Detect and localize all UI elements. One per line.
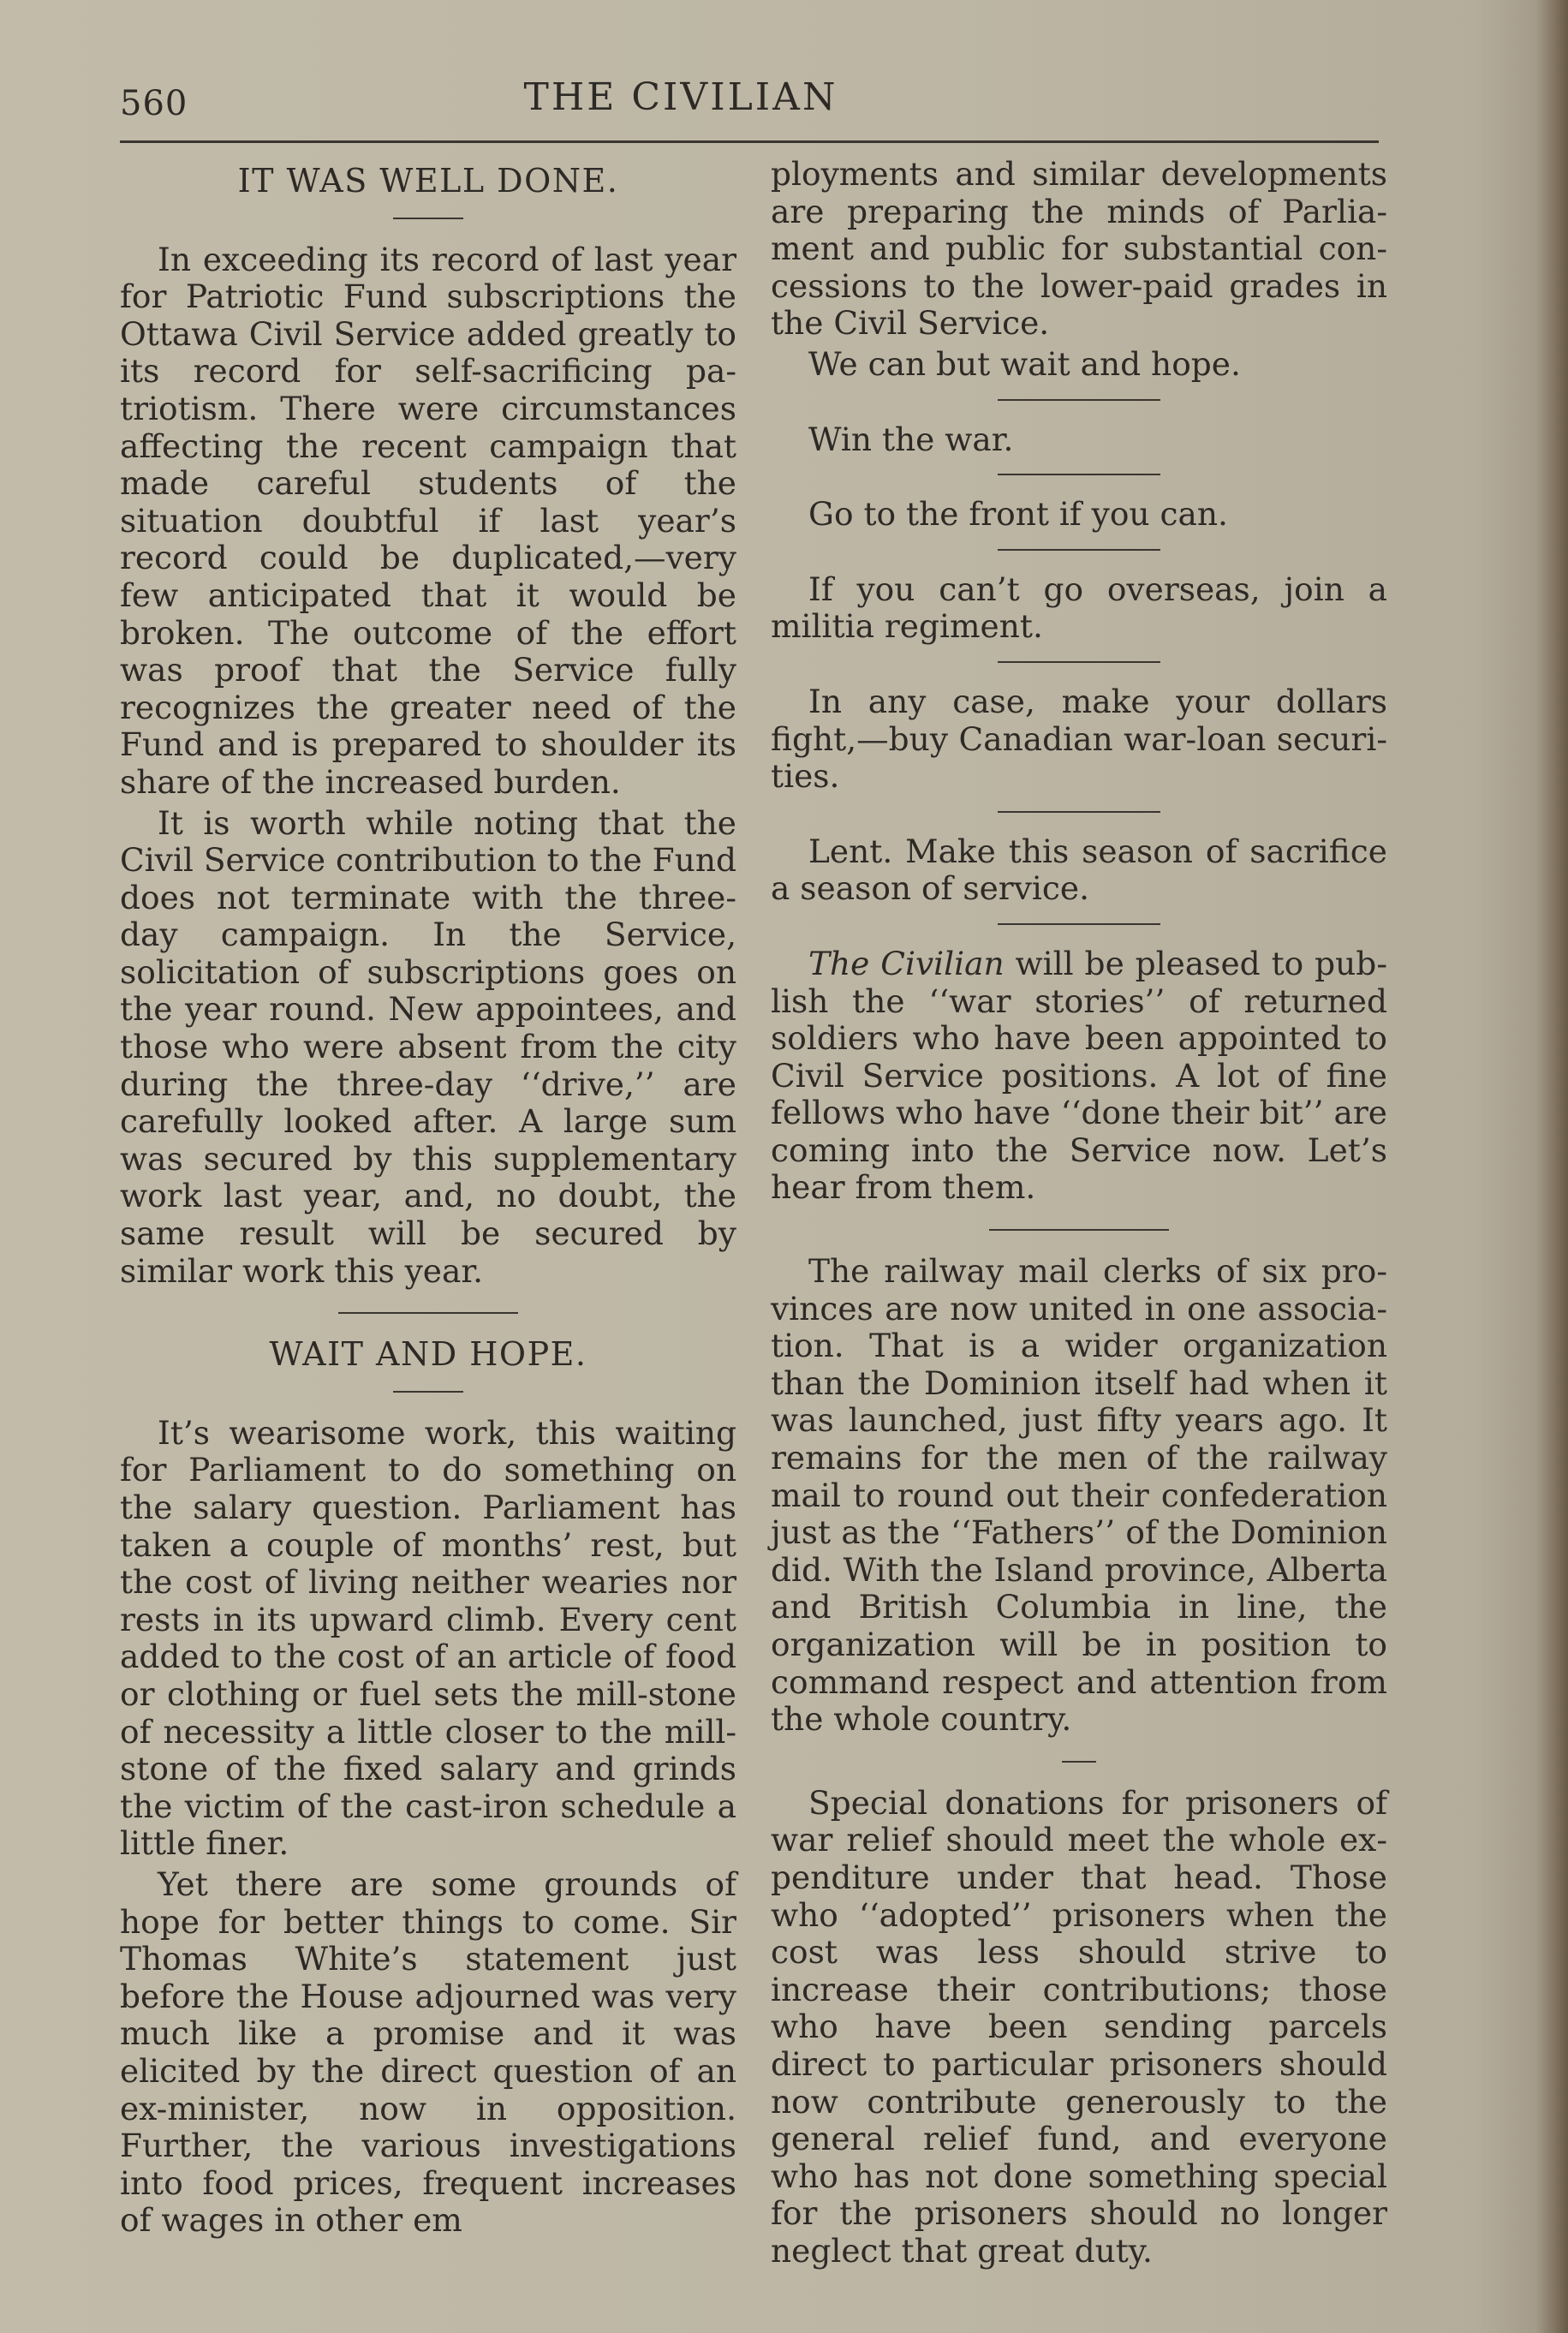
slogan: In any case, make your dollars fight,—buy Canadian war-loan securities. (771, 682, 1387, 796)
section-separator (998, 661, 1160, 663)
civilian-note-lead: The Civilian (808, 944, 1005, 982)
article-paragraph: In exceeding its record of last year for Patriotic Fund subscriptions the Ottawa Civil Service added greatly to its record for self-sacrificing patriotism. There were circumstances affecting the recent campaign that made careful students of the situation doubtful if last year’s record could be duplicated,—very few anticipated that it would be broken. The outcome of the effort was proof that the Service fully recognizes the greater need of the Fund and is prepared to shoulder its share of the increased burden. (120, 240, 736, 801)
page-binding-shadow (1535, 0, 1568, 2333)
page-header (120, 74, 1379, 134)
running-title: THE CIVILIAN (523, 75, 838, 119)
heading-rule (393, 1391, 463, 1393)
section-separator (338, 1312, 518, 1314)
slogan: Lent. Make this season of sacrifice a season of service. (771, 832, 1387, 908)
railway-note: The railway mail clerks of six provinces are now united in one association. That is a wider organization than the Dominion itself had when it was launched, just fifty years ago. It remains for the men of the railway mail to round out their confederation just as the ‘‘Fathers’’ of the Dominion did. With the Island province, Alberta and British Columbia in line, the organization will be in position to command respect and attention from the whole country. (771, 1252, 1387, 1739)
article-paragraph: It is worth while noting that the Civil Service contribution to the Fund does not terminate with the three-day campaign. In the Service, solicitation of subscriptions goes on the year round. New appointees, and those who were absent from the city during the three-day ‘‘drive,’’ are carefully looked after. A large sum was secured by this supplementary work last year, and, no doubt, the same result will be secured by similar work this year. (120, 803, 736, 1290)
heading-rule (393, 218, 463, 219)
section-separator (998, 811, 1160, 813)
section-separator (989, 1229, 1169, 1231)
section-separator (1062, 1761, 1096, 1763)
article-title-well-done: IT WAS WELL DONE. (237, 162, 619, 200)
page-number: 560 (120, 84, 188, 123)
civilian-note (771, 946, 1387, 1207)
slogan: If you can’t go overseas, join a militia regiment. (771, 570, 1387, 646)
civilian-note-body: will be pleased to publish the ‘‘war stories’’ of returned soldiers who have been appointed to Civil Service positions. A lot of fine fellows who have ‘‘done their bit’’ are coming into the Service now. Let’s hear from them. (771, 944, 1387, 1207)
slogan: Win the war. (808, 420, 1014, 458)
wait-line: We can but wait and hope. (808, 344, 1241, 383)
continued-paragraph: ployments and similar developments are preparing the minds of Parliament and public for substantial concessions to the lower-paid grades in the Civil Service. (771, 155, 1387, 343)
article-title-wait-and-hope: WAIT AND HOPE. (269, 1335, 587, 1374)
section-separator (998, 549, 1160, 551)
left-column (120, 156, 736, 2243)
article-paragraph: It’s wearisome work, this waiting for Parliament to do something on the salary question. Parliament has taken a couple of months’ rest, but the cost of living neither wearies nor rests in its upward climb. Every cent added to the cost of an article of food or clothing or fuel sets the mill-stone of necessity a little closer to the mill-stone of the fixed salary and grinds the victim of the cast-iron schedule a little finer. (120, 1413, 736, 1863)
prisoners-note: Special donations for prisoners of war relief should meet the whole expenditure under that head. Those who ‘‘adopted’’ prisoners when the cost was less should strive to increase their contributions; those who have been sending parcels direct to particular prisoners should now contribute generously to the general relief fund, and everyone who has not done something special for the prisoners should no longer neglect that great duty. (771, 1783, 1387, 2270)
article-paragraph: Yet there are some grounds of hope for better things to come. Sir Thomas White’s statement just before the House adjourned was very much like a promise and it was elicited by the direct question of an ex-minister, now in opposition. Further, the various investigations into food prices, frequent increases of wages in other em (120, 1865, 736, 2240)
section-separator (998, 474, 1160, 475)
section-separator (998, 399, 1160, 401)
section-separator (998, 923, 1160, 925)
slogan: Go to the front if you can. (808, 495, 1228, 534)
right-column (771, 156, 1387, 2274)
header-rule (120, 140, 1379, 143)
